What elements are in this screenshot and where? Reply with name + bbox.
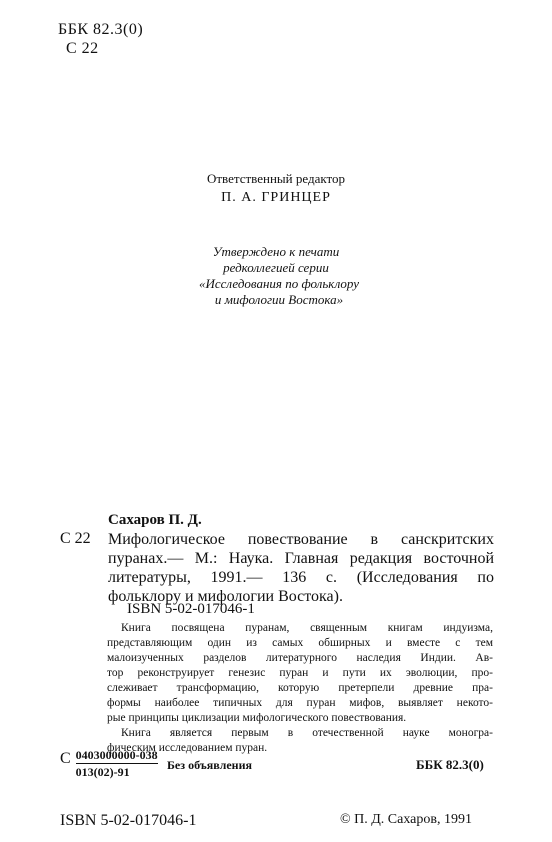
approval-line: редколлегией серии xyxy=(223,260,329,275)
catalog-entry xyxy=(108,530,494,606)
annotation-line: малоизученных разделов литературного наследия Индии. Ав- xyxy=(107,652,493,664)
editor-role: Ответственный редактор xyxy=(206,171,346,186)
annotation-line: Книга посвящена пуранам, священным книгам индуизма, xyxy=(121,622,493,634)
annotation-line: рые принципы циклизации мифологического повествования. xyxy=(107,712,407,724)
annotation-line: формы наиболее типичных для пуран мифов, выявляет некото- xyxy=(107,697,493,709)
approval-line: Утверждено к печати xyxy=(212,244,340,259)
catalog-author: Сахаров П. Д. xyxy=(108,512,202,528)
catalog-entry-line: пуранах.— М.: Наука. Главная редакция восточной xyxy=(108,550,494,567)
approval-line: и мифологии Востока» xyxy=(214,292,344,307)
bbk-classification-top xyxy=(58,20,143,58)
catalog-call-number: С 22 xyxy=(60,530,91,547)
bbk-code: ББК 82.3(0) xyxy=(58,21,144,38)
publisher-code-letter: С xyxy=(60,750,71,767)
catalog-entry-line: Мифологическое повествование в санскритских xyxy=(108,531,494,548)
publisher-code-numerator: 0403000000-038 xyxy=(75,748,158,762)
annotation-line: представляющим один из самых обширных и вместе с тем xyxy=(107,637,493,649)
approval-note xyxy=(0,244,552,308)
annotation-line: фическим исследованием пуран. xyxy=(107,742,268,754)
catalog-entry-line: литературы, 1991.— 136 с. (Исследования по xyxy=(108,569,494,586)
annotation-line: тор реконструирует генезис пуран и пути их эволюции, про- xyxy=(107,667,493,679)
annotation xyxy=(107,621,493,756)
call-number-top: С 22 xyxy=(66,40,99,57)
editor-name: П. А. ГРИНЦЕР xyxy=(221,190,331,205)
approval-line: «Исследования по фольклору xyxy=(198,276,360,291)
publisher-code xyxy=(60,748,158,779)
annotation-line: Книга является первым в отечественной науке моногра- xyxy=(121,727,493,739)
publisher-code-fraction xyxy=(76,748,158,779)
copyright-notice: © П. Д. Сахаров, 1991 xyxy=(340,812,472,827)
isbn-bottom: ISBN 5-02-017046-1 xyxy=(60,812,197,829)
bbk-code-bottom: ББК 82.3(0) xyxy=(416,757,484,772)
publisher-code-denominator: 013(02)-91 xyxy=(75,765,130,779)
catalog-entry-line: фольклору и мифологии Востока). xyxy=(108,588,343,605)
no-ads-note: Без объявления xyxy=(167,758,252,772)
catalog-isbn: ISBN 5-02-017046-1 xyxy=(127,601,255,617)
annotation-line: слеживает трансформацию, которую претерпели древние пра- xyxy=(107,682,493,694)
